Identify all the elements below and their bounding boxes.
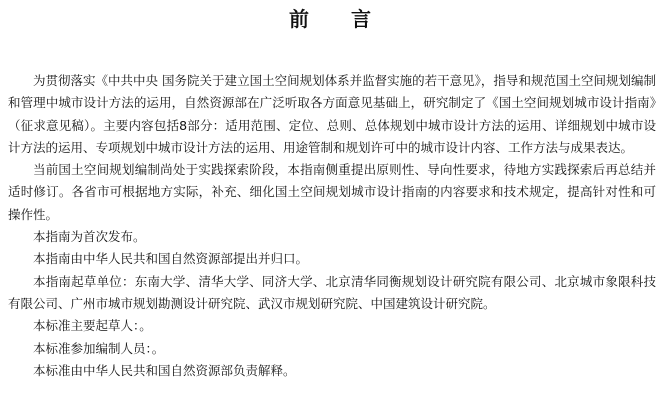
preface-body xyxy=(8,70,656,382)
paragraph-purpose: 为贯彻落实《中共中央 国务院关于建立国土空间规划体系并监督实施的若干意见》，指导和规范国土空间规划编制和管理中城市设计方法的运用，自然资源部在广泛听取各方面意见基础上，研究制定了《国土空间规划城市设计指南》（征求意见稿）。主要内容包括8部分：适用范围、定位、总则、总体规划中城市设计方法的运用、详细规划中城市设计方法的运用、专项规划中城市设计方法的运用、用途管制和规划许可中的城市设计内容、工作方法与成果表达。 xyxy=(8,73,656,155)
page-title xyxy=(0,6,662,32)
paragraph-drafting-units: 本指南起草单位：东南大学、清华大学、同济大学、北京清华同衡规划设计研究院有限公司、北京城市象限科技有限公司、广州市城市规划勘测设计研究院、武汉市规划研究院、中国建筑设计研究院。 xyxy=(8,273,656,311)
paragraph-main-drafters: 本标准主要起草人：。 xyxy=(33,318,152,334)
paragraph-participants: 本标准参加编制人员：。 xyxy=(33,340,165,356)
title-char-1: 前 xyxy=(289,7,311,31)
paragraph-interpretation: 本标准由中华人民共和国自然资源部负责解释。 xyxy=(33,362,296,378)
title-char-2: 言 xyxy=(351,7,373,31)
paragraph-proposer: 本指南由中华人民共和国自然资源部提出并归口。 xyxy=(33,251,309,267)
paragraph-first-release: 本指南为首次发布。 xyxy=(33,229,146,245)
paragraph-current-status: 当前国土空间规划编制尚处于实践探索阶段，本指南侧重提出原则性、导向性要求，待地方实践探索后再总结并适时修订。各省市可根据地方实际，补充、细化国土空间规划城市设计指南的内容要求和技术规定，提高针对性和可操作性。 xyxy=(8,162,656,222)
